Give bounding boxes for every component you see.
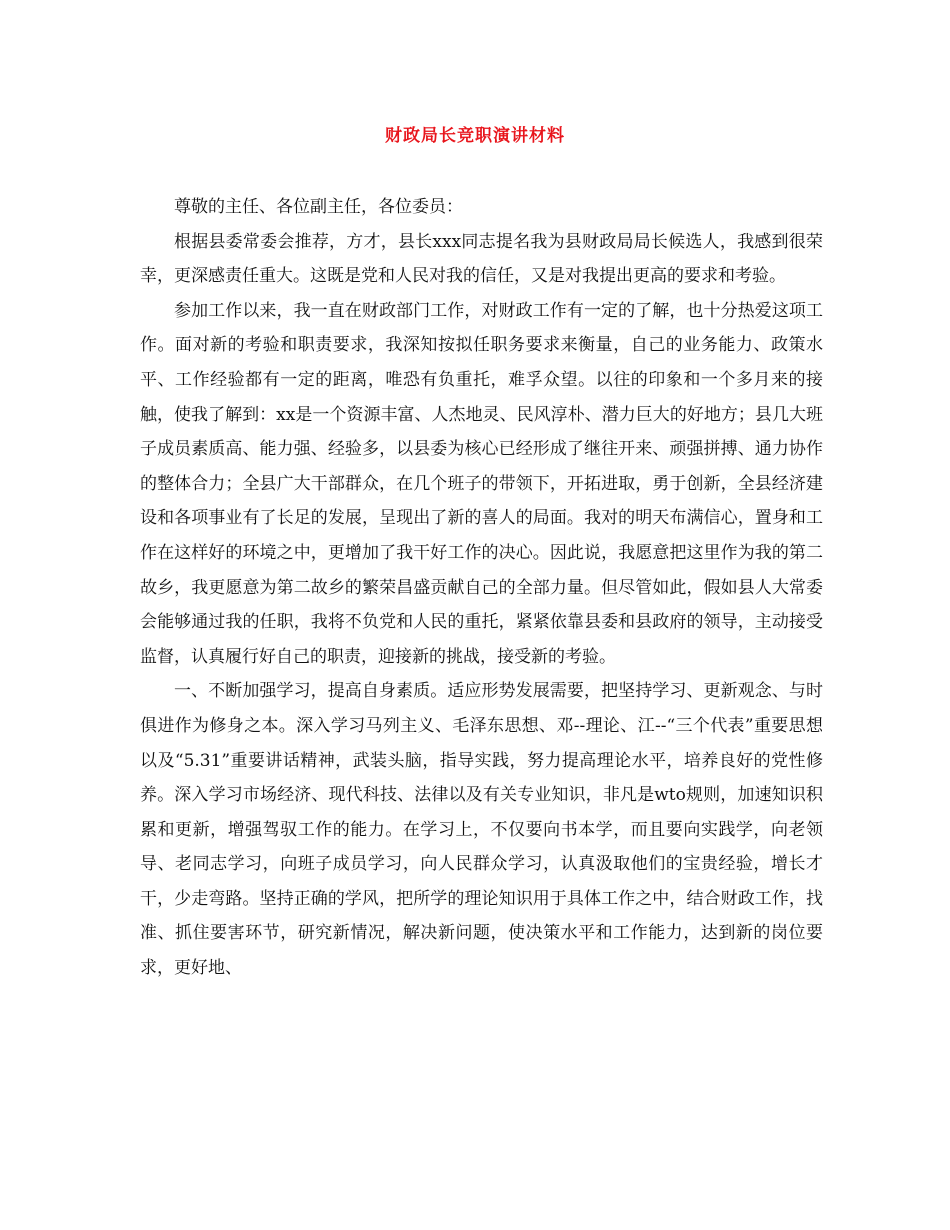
- body-paragraph: 一、不断加强学习，提高自身素质。适应形势发展需要，把坚持学习、更新观念、与时俱进作为修身之本。深入学习马列主义、毛泽东思想、邓--理论、江--“三个代表”重要思想以及“5.31”重要讲话精神，武装头脑，指导实践，努力提高理论水平，培养良好的党性修养。深入学习市场经济、现代科技、法律以及有关专业知识，非凡是wto规则，加速知识积累和更新，增强驾驭工作的能力。在学习上，不仅要向书本学，而且要向实践学，向老领导、老同志学习，向班子成员学习，向人民群众学习，认真汲取他们的宝贵经验，增长才干，少走弯路。坚持正确的学风，把所学的理论知识用于具体工作之中，结合财政工作，找准、抓住要害环节，研究新情况，解决新问题，使决策水平和工作能力，达到新的岗位要求，更好地、: [140, 681, 823, 979]
- salutation-paragraph: 尊敬的主任、各位副主任，各位委员：: [174, 197, 463, 217]
- body-paragraph: 根据县委常委会推荐，方才，县长xxx同志提名我为县财政局局长候选人，我感到很荣幸，更深感责任重大。这既是党和人民对我的信任，又是对我提出更高的要求和考验。: [140, 231, 823, 287]
- body-paragraph: 参加工作以来，我一直在财政部门工作，对财政工作有一定的了解，也十分热爱这项工作。面对新的考验和职责要求，我深知按拟任职务要求来衡量，自己的业务能力、政策水平、工作经验都有一定的距离，唯恐有负重托，难孚众望。以往的印象和一个多月来的接触，使我了解到：xx是一个资源丰富、人杰地灵、民风淳朴、潜力巨大的好地方；县几大班子成员素质高、能力强、经验多，以县委为核心已经形成了继往开来、顽强拼搏、通力协作的整体合力；全县广大干部群众，在几个班子的带领下，开拓进取，勇于创新，全县经济建设和各项事业有了长足的发展，呈现出了新的喜人的局面。我对的明天布满信心，置身和工作在这样好的环境之中，更增加了我干好工作的决心。因此说，我愿意把这里作为我的第二故乡，我更愿意为第二故乡的繁荣昌盛贡献自己的全部力量。但尽管如此，假如县人大常委会能够通过我的任职，我将不负党和人民的重托，紧紧依靠县委和县政府的领导，主动接受监督，认真履行好自己的职责，迎接新的挑战，接受新的考验。: [140, 300, 823, 667]
- document-title: 财政局长竞职演讲材料: [385, 126, 565, 146]
- document-body: [140, 190, 823, 986]
